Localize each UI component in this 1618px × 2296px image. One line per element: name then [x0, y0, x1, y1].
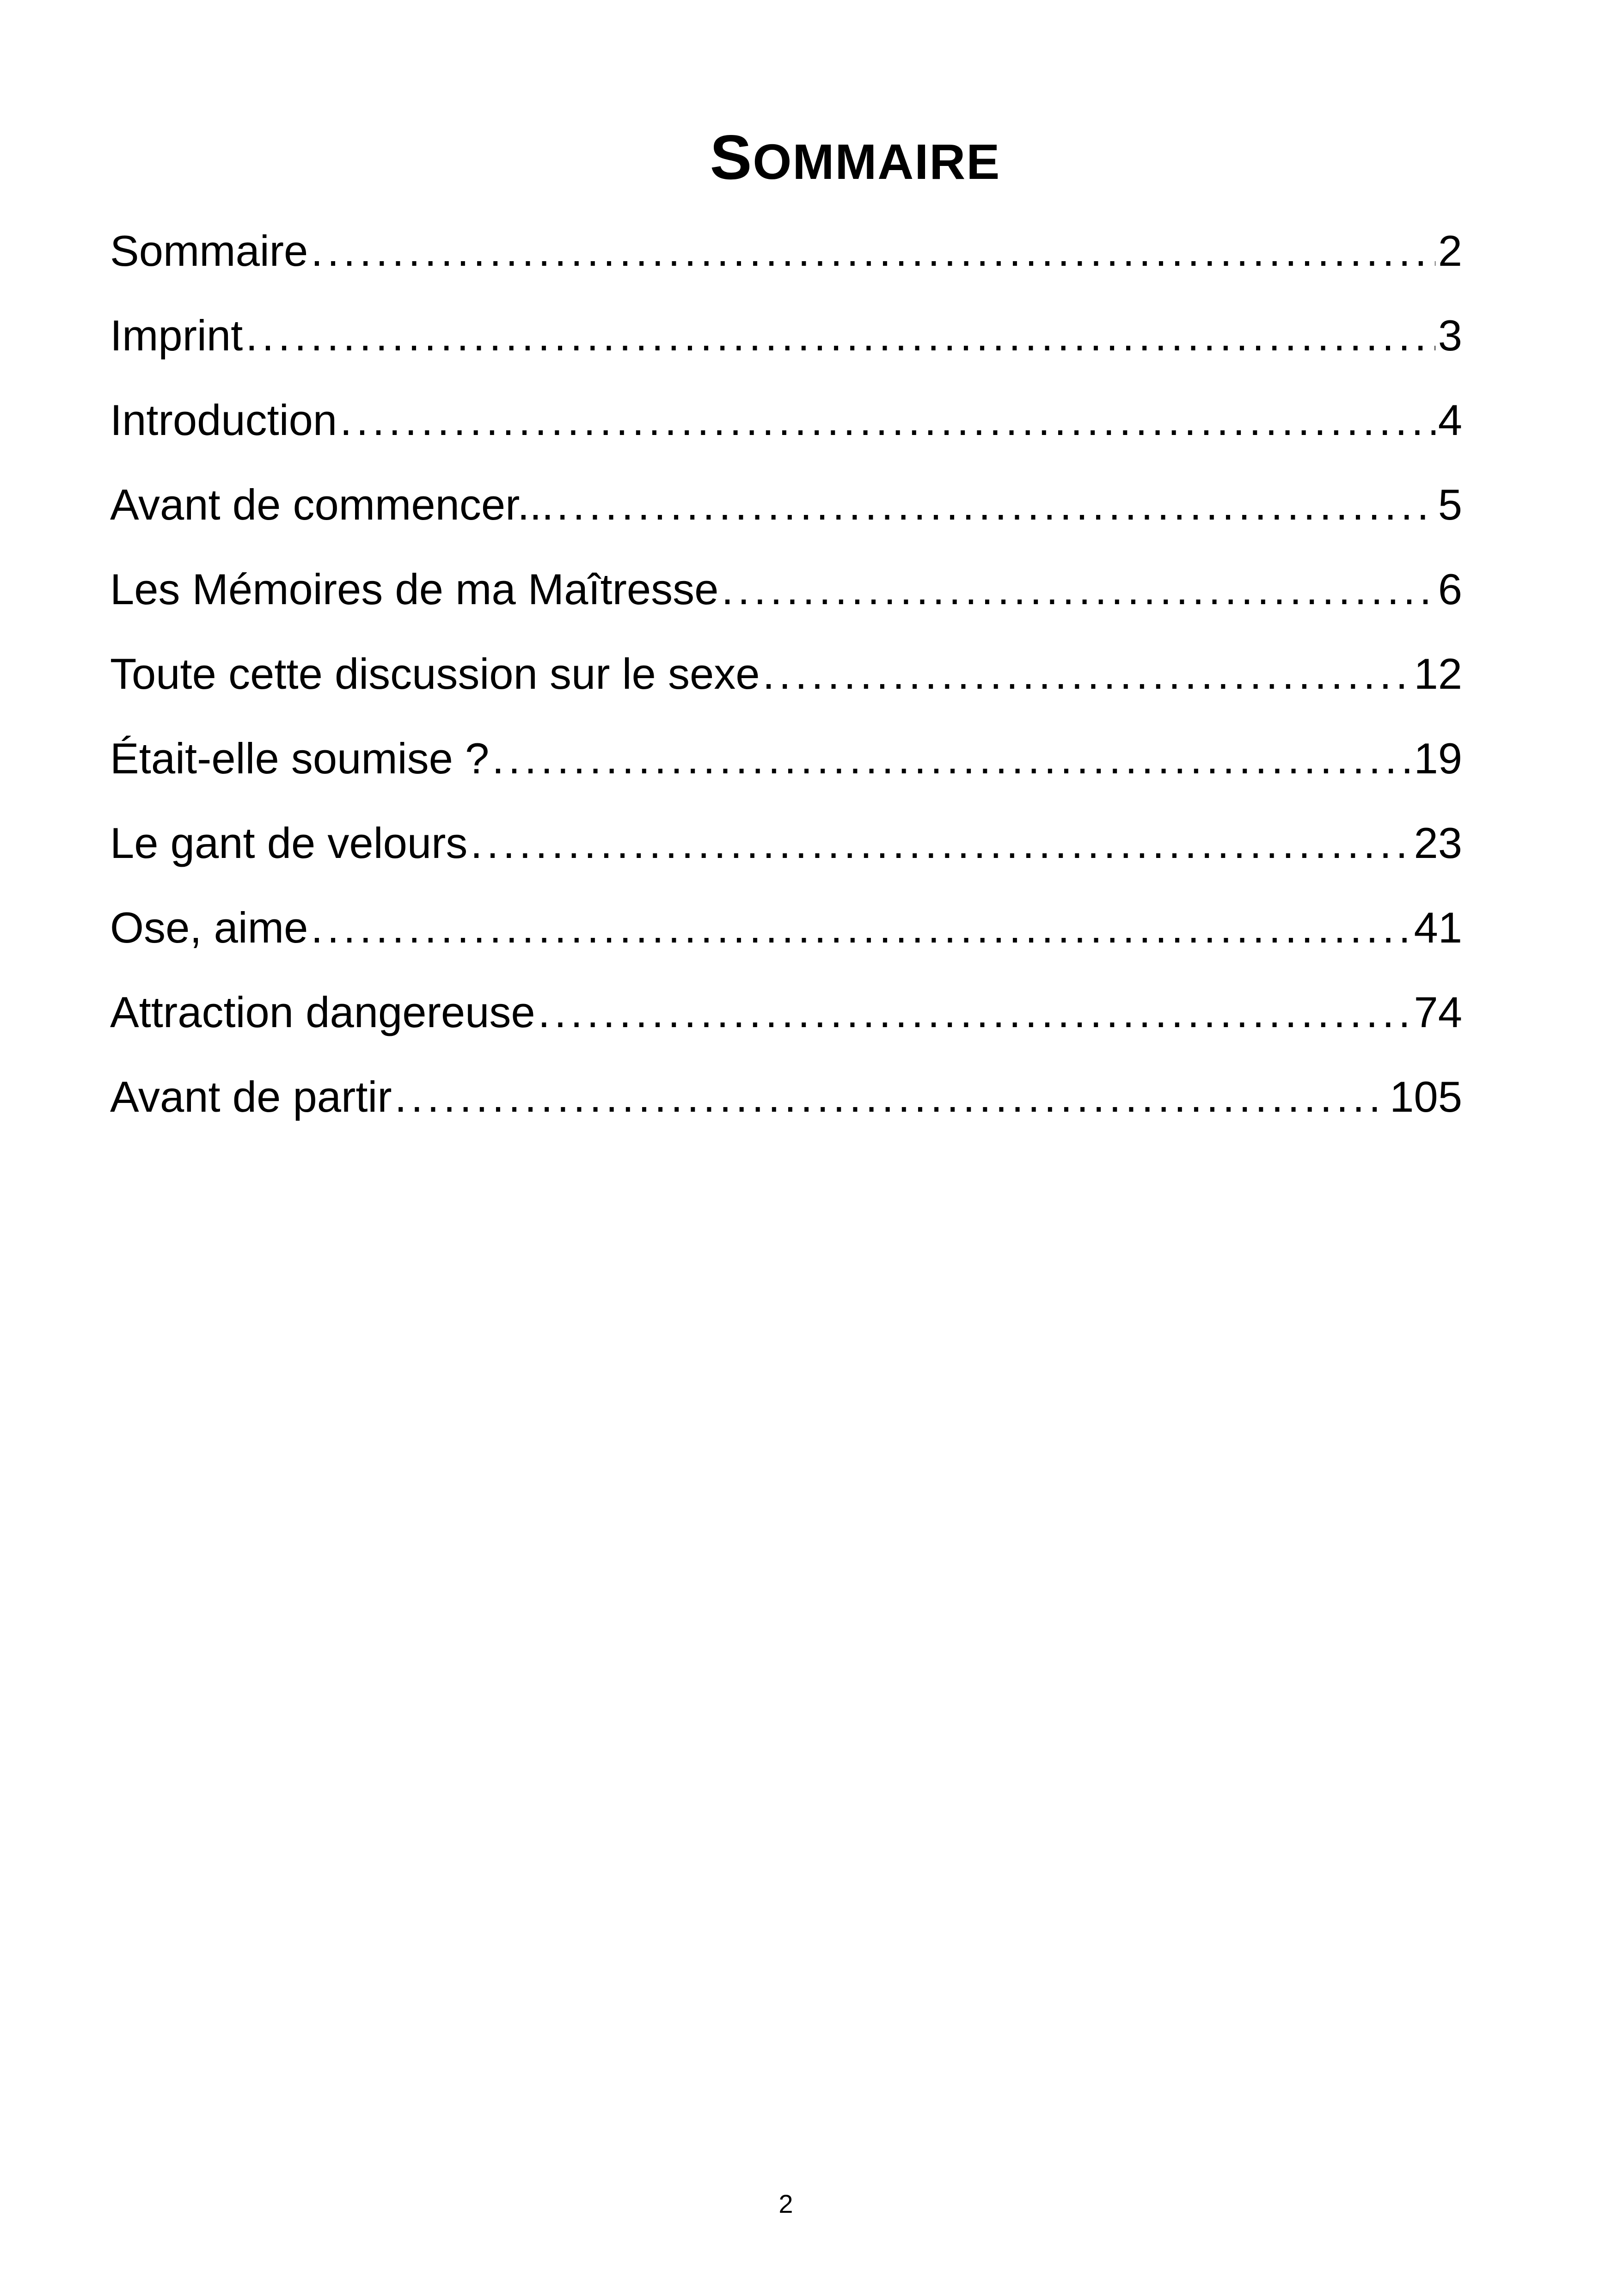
toc-entry-page: 4	[1438, 396, 1462, 444]
toc-entry[interactable]	[110, 813, 1462, 898]
toc-entry-page: 5	[1438, 480, 1462, 529]
toc-entry[interactable]	[110, 898, 1462, 982]
toc-entry-page: 3	[1438, 311, 1462, 360]
toc-entry-page: 41	[1414, 903, 1462, 952]
toc-entry-page: 2	[1438, 227, 1462, 275]
toc-entry-page: 74	[1414, 988, 1462, 1036]
toc-entry[interactable]	[110, 729, 1462, 813]
page-title	[0, 118, 1618, 201]
toc-entry-page: 23	[1414, 819, 1462, 867]
toc-leader-dots	[311, 221, 1435, 281]
toc-entry-label: Avant de commencer...	[110, 480, 554, 529]
toc-entry[interactable]	[110, 1067, 1462, 1151]
toc-entry-label: Introduction	[110, 396, 337, 444]
toc-leader-dots	[395, 1067, 1387, 1127]
toc-entry[interactable]	[110, 390, 1462, 475]
toc-entry-label: Les Mémoires de ma Maîtresse	[110, 565, 719, 613]
toc-entry-page: 12	[1414, 649, 1462, 698]
page-title-initial: S	[710, 122, 753, 192]
toc-leader-dots	[721, 559, 1435, 619]
toc-entry-page: 105	[1390, 1072, 1462, 1121]
toc-leader-dots	[245, 306, 1435, 366]
toc-entry[interactable]	[110, 475, 1462, 559]
toc-entry-label: Imprint	[110, 311, 243, 360]
toc-entry[interactable]	[110, 644, 1462, 729]
table-of-contents	[110, 221, 1462, 1151]
toc-leader-dots	[492, 729, 1411, 789]
toc-leader-dots	[311, 898, 1411, 958]
toc-leader-dots	[470, 813, 1411, 873]
toc-entry-label: Était-elle soumise ?	[110, 734, 490, 783]
toc-leader-dots	[340, 390, 1435, 450]
toc-leader-dots	[538, 982, 1411, 1042]
toc-entry-label: Attraction dangereuse	[110, 988, 535, 1036]
toc-leader-dots	[557, 475, 1435, 535]
toc-entry-label: Avant de partir	[110, 1072, 392, 1121]
toc-entry-page: 6	[1438, 565, 1462, 613]
toc-entry[interactable]	[110, 221, 1462, 306]
toc-entry-label: Le gant de velours	[110, 819, 468, 867]
toc-entry-label: Toute cette discussion sur le sexe	[110, 649, 760, 698]
toc-entry-page: 19	[1414, 734, 1462, 783]
toc-entry[interactable]	[110, 982, 1462, 1067]
toc-entry[interactable]	[110, 559, 1462, 644]
toc-entry[interactable]	[110, 306, 1462, 390]
page-title-rest: OMMAIRE	[753, 134, 1001, 190]
toc-entry-label: Ose, aime	[110, 903, 308, 952]
toc-entry-label: Sommaire	[110, 227, 308, 275]
toc-leader-dots	[763, 644, 1411, 704]
footer-page-number: 2	[778, 2189, 793, 2218]
